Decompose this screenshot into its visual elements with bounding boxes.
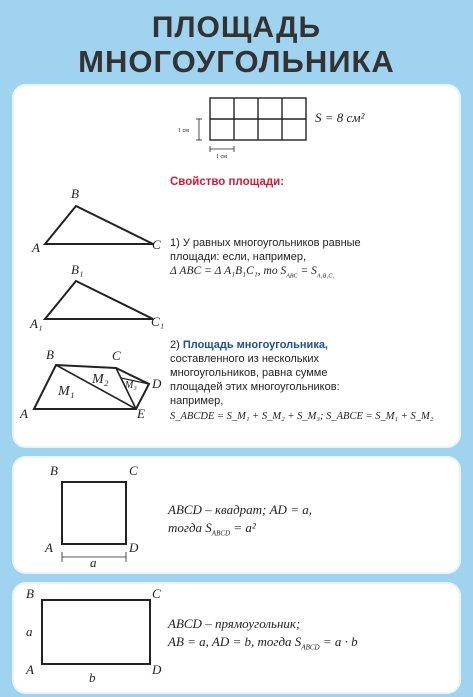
grid-area-formula: S = 8 см² [315, 110, 365, 125]
property2-line4: площадей этих многоугольников: [170, 381, 340, 393]
rect-side-b: b [89, 670, 96, 685]
triangle-a1b1c1 [45, 281, 153, 319]
property2-prefix: 2) [170, 339, 183, 351]
property2-line5: например, [170, 395, 224, 407]
property1-line1: 1) У равных многоугольников равные [170, 237, 361, 249]
property1-line2: площади: если, например, [170, 251, 307, 263]
rect-label-b: B [26, 586, 34, 601]
poly-label-m2: M₂ [92, 372, 109, 387]
tri2-label-b1: B₁ [71, 262, 84, 277]
tri1-label-c: C [152, 237, 161, 252]
title-area [0, 0, 473, 86]
card-polygon-area-properties [12, 84, 461, 448]
property1-formula [170, 264, 334, 283]
square-line2 [168, 520, 256, 542]
page-title-line1: ПЛОЩАДЬ [151, 11, 322, 44]
rect-line2-sub: ABCD [301, 643, 320, 652]
tri2-label-c1: C₁ [151, 314, 165, 329]
property2-highlight: Площадь многоугольника, [182, 339, 328, 351]
square-label-c: C [129, 463, 138, 478]
property2-line2: составленного из нескольких [170, 353, 319, 365]
tri1-label-b: B [71, 186, 79, 201]
property1-formula-sub2: A₁B₁C₁ [316, 273, 335, 280]
square-line2-sub: ABCD [211, 529, 231, 538]
rect-line2-prefix: AB = a, AD = b, тогда S [168, 634, 302, 649]
grid-unit-vertical: 1 см [178, 128, 189, 134]
property2-line3: многоугольников, равна сумме [170, 367, 328, 379]
poly-label-e: E [137, 406, 145, 421]
square-label-a: A [45, 540, 53, 555]
property1-formula-main: Δ ABC = Δ A₁B₁C₁, то S [170, 265, 287, 277]
grid-unit-horizontal: 1 см [216, 154, 227, 160]
property2-formula: S_ABCDE = S_M₁ + S_M₂ + S_M₃; S_ABCE = S_M₁ + S_M₂ [170, 411, 434, 422]
rect-side-a: a [26, 624, 33, 639]
property1-formula-sub1: ABC [286, 273, 298, 280]
card-rectangle-area [12, 582, 461, 694]
poly-label-a: A [20, 406, 28, 421]
square-side-a: a [90, 555, 97, 570]
property2-line1 [170, 338, 328, 352]
square-label-b: B [50, 463, 58, 478]
square-label-d: D [129, 540, 139, 555]
tri1-label-a: A [32, 240, 40, 255]
tri2-label-a1: A₁ [30, 316, 43, 331]
poly-label-c: C [112, 348, 121, 363]
poly-label-m1: M₁ [58, 384, 75, 399]
triangle-abc [45, 206, 153, 244]
rect-label-c: C [152, 586, 161, 601]
rect-line2 [168, 634, 358, 656]
square-line2-suffix: = a² [230, 520, 256, 535]
property-heading: Свойство площади: [170, 176, 285, 188]
grid-dimension-lines [196, 119, 234, 152]
rectangle-shape [42, 600, 150, 664]
rect-label-d: D [152, 662, 162, 677]
page-title-line2: МНОГОУГОЛЬНИКА [78, 44, 395, 79]
square-line1: ABCD – квадрат; AD = a, [168, 502, 312, 517]
square-line2-prefix: тогда S [168, 520, 212, 535]
poly-label-m3: M₃ [125, 380, 137, 391]
poly-label-d: D [152, 376, 162, 391]
property1-formula-mid: = S [297, 265, 317, 277]
square-shape [62, 482, 126, 544]
rect-line2-suffix: = a · b [319, 634, 358, 649]
rect-label-a: A [26, 662, 34, 677]
rect-line1: ABCD – прямоугольник; [168, 616, 301, 631]
card-square-area [12, 456, 461, 574]
unit-grid [210, 98, 306, 140]
poly-label-b: B [46, 347, 54, 362]
